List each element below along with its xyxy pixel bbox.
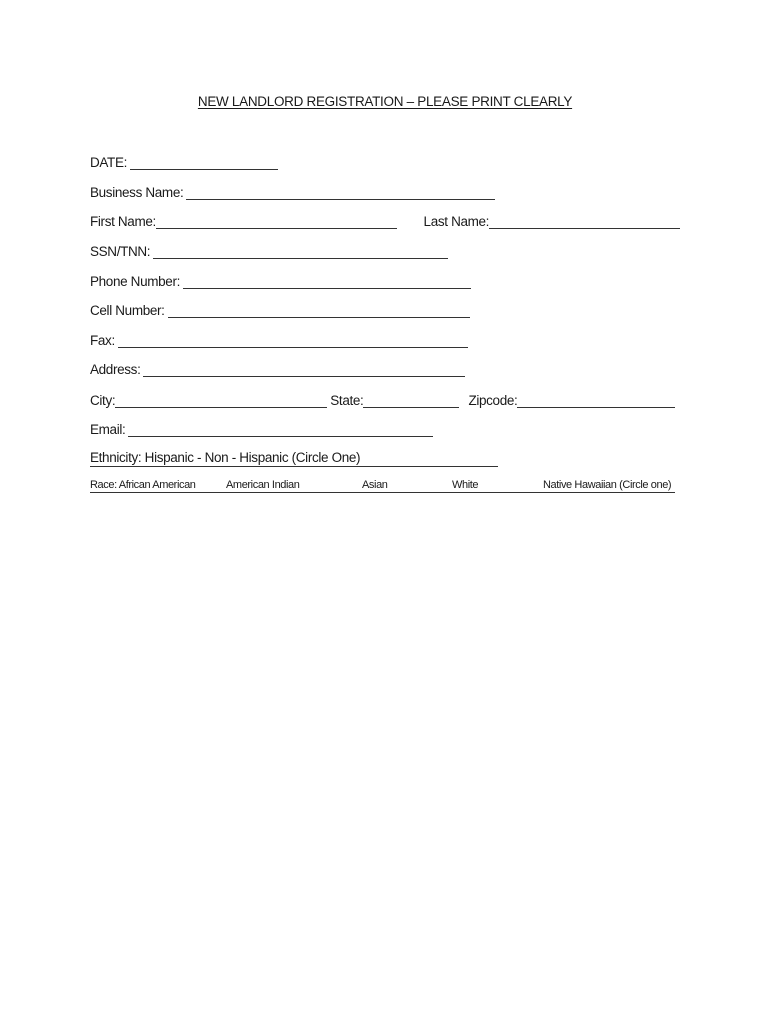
ssn-field[interactable] bbox=[153, 244, 448, 259]
city-field[interactable] bbox=[115, 393, 327, 408]
state-label: State: bbox=[330, 393, 364, 408]
race-option-asian[interactable]: Asian bbox=[362, 479, 388, 491]
race-label: Race: African American bbox=[90, 479, 196, 491]
email-label: Email: bbox=[90, 422, 126, 437]
phone-field[interactable] bbox=[183, 274, 471, 289]
date-row bbox=[90, 152, 278, 170]
fax-field[interactable] bbox=[118, 333, 468, 348]
email-row bbox=[90, 419, 433, 437]
state-field[interactable] bbox=[363, 393, 459, 408]
name-row bbox=[90, 211, 680, 229]
fax-row bbox=[90, 330, 468, 348]
first-name-label: First Name: bbox=[90, 214, 156, 229]
ethnicity-text: Ethnicity: Hispanic - Non - Hispanic (Circle One) bbox=[90, 450, 361, 465]
email-field[interactable] bbox=[128, 422, 433, 437]
city-state-zip-row bbox=[90, 390, 680, 408]
business-name-row bbox=[90, 182, 495, 200]
first-name-field[interactable] bbox=[156, 214, 397, 229]
form-title bbox=[0, 94, 770, 109]
city-label: City: bbox=[90, 393, 116, 408]
cell-field[interactable] bbox=[168, 303, 470, 318]
zipcode-label: Zipcode: bbox=[468, 393, 518, 408]
business-name-field[interactable] bbox=[186, 185, 495, 200]
phone-label: Phone Number: bbox=[90, 274, 181, 289]
cell-label: Cell Number: bbox=[90, 303, 165, 318]
race-option-native-hawaiian[interactable]: Native Hawaiian (Circle one) bbox=[543, 479, 672, 491]
date-field[interactable] bbox=[130, 155, 278, 170]
business-name-label: Business Name: bbox=[90, 185, 184, 200]
form-title-text: NEW LANDLORD REGISTRATION – PLEASE PRINT CLEARLY bbox=[197, 94, 573, 109]
fax-label: Fax: bbox=[90, 333, 115, 348]
address-field[interactable] bbox=[143, 362, 465, 377]
phone-row bbox=[90, 271, 471, 289]
last-name-field[interactable] bbox=[489, 214, 680, 229]
ethnicity-line[interactable] bbox=[90, 450, 498, 467]
cell-row bbox=[90, 300, 470, 318]
race-line bbox=[90, 479, 675, 493]
date-label: DATE: bbox=[90, 155, 128, 170]
address-label: Address: bbox=[90, 362, 141, 377]
zipcode-field[interactable] bbox=[517, 393, 675, 408]
last-name-label: Last Name: bbox=[423, 214, 490, 229]
race-option-white[interactable]: White bbox=[452, 479, 479, 491]
race-option-american-indian[interactable]: American Indian bbox=[226, 479, 300, 491]
ssn-row bbox=[90, 241, 448, 259]
address-row bbox=[90, 359, 465, 377]
ssn-label: SSN/TNN: bbox=[90, 244, 151, 259]
